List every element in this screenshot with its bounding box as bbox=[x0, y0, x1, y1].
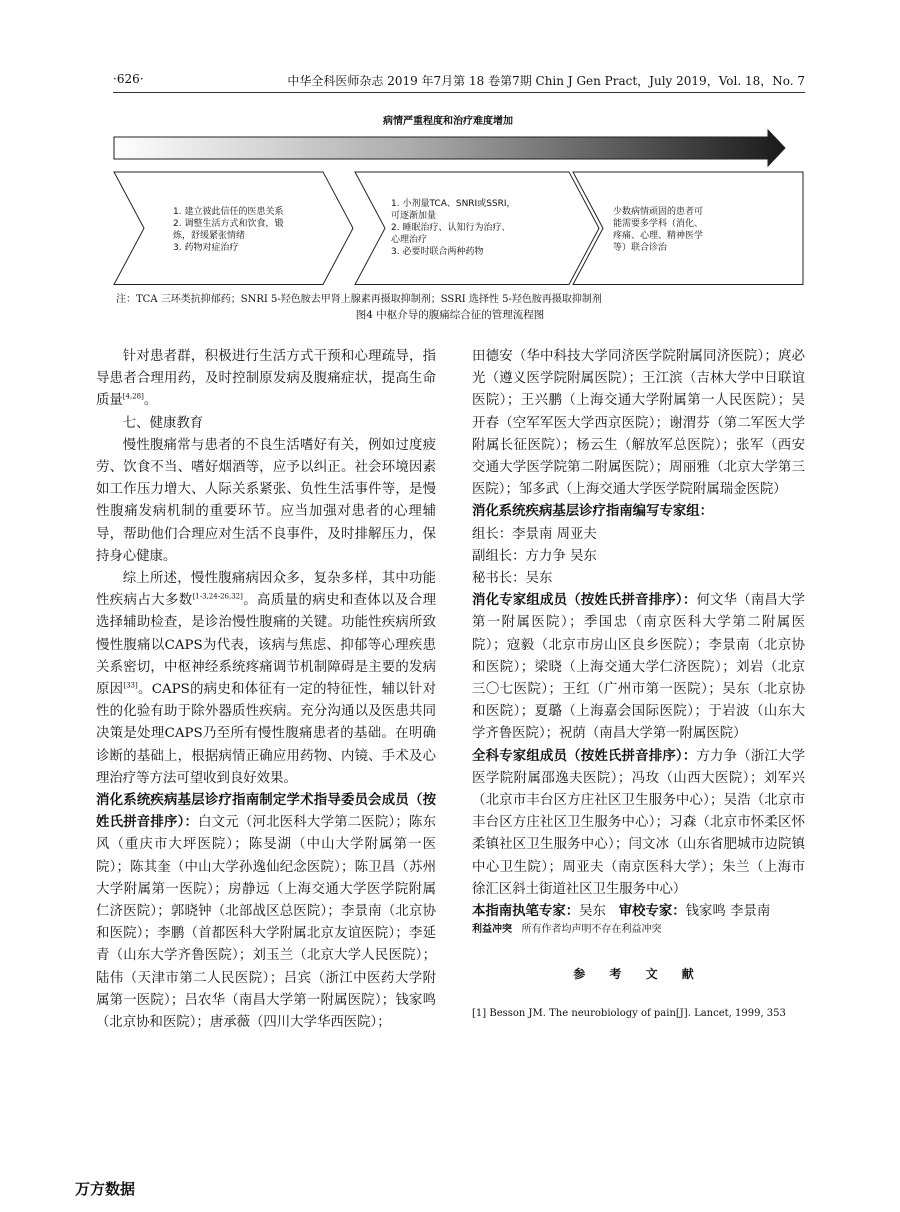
references-heading: 参 考 文 献 bbox=[573, 967, 704, 982]
progress-arrow bbox=[114, 130, 785, 166]
step2-text: 1. 小剂量TCA、SNRI或SSRI， 可逐渐加量 2. 睡眠治疗、认知行为治疗、 心理治疗 3. 必要时联合两种药物 bbox=[391, 199, 516, 257]
watermark-footer: 万方数据 bbox=[75, 1180, 136, 1198]
right-column bbox=[472, 346, 805, 1021]
arrow-label: 病情严重程度和治疗难度增加 bbox=[383, 116, 513, 127]
authors-line: 本指南执笔专家：吴东 审校专家：钱家鸣 李景南 bbox=[472, 904, 771, 920]
journal-header: 中华全科医师杂志 2019 年7月第 18 卷第7期 Chin J Gen Pract，July 2019，Vol. 18，No. 7 bbox=[287, 74, 805, 88]
left-column bbox=[96, 346, 436, 1034]
figure-note: 注：TCA 三环类抗抑郁药；SNRI 5-羟色胺去甲肾上腺素再摄取抑制剂；SSRI 选择性 5-羟色胺再摄取抑制剂 bbox=[116, 294, 602, 305]
committee-list-cont: 田德安（华中科技大学同济医学院附属同济医院）；庹必光（遵义医学院附属医院）；王江滨（吉林大学中日联谊医院）；王兴鹏（上海交通大学附属第一人民医院）；吴开春（空军军医大学西京医院）；谢渭芬（第二军医大学附属长征医院）；杨云生（解放军总医院）；张军（西安交通大学医学院第二附属医院）；周丽雅（北京大学第三医院）；邹多武（上海交通大学医学院附属瑞金医院） bbox=[472, 349, 805, 498]
header-rule bbox=[113, 92, 805, 93]
flowchart-figure bbox=[113, 110, 805, 290]
committee-list: 消化系统疾病基层诊疗指南制定学术指导委员会成员（按姓氏拼音排序）：白文元（河北医科大学第二医院）；陈东风（重庆市大坪医院）；陈旻湖（中山大学附属第一医院）；陈其奎（中山大学孙逸仙纪念医院）；陈卫昌（苏州大学附属第一医院）；房静远（上海交通大学医学院附属仁济医院）；郭晓钟（北部战区总医院）；李景南（北京协和医院）；李鹏（首都医科大学附属北京友谊医院）；李延青（山东大学齐鲁医院）；刘玉兰（北京大学人民医院）；陆伟（天津市第二人民医院）；吕宾（浙江中医药大学附属第一医院）；吕农华（南昌大学第一附属医院）；钱家鸣（北京协和医院）；唐承薇（四川大学华西医院）； bbox=[96, 793, 436, 1031]
reference-1: [1] Besson JM. The neurobiology of pain[J]. Lancet, 1999, 353 bbox=[472, 1008, 786, 1020]
step3-text: 少数病情顽固的患者可 能需要多学科（消化、 疼痛、心理、精神医学 等）联合诊治 bbox=[613, 207, 704, 253]
paragraph-summary: 综上所述，慢性腹痛病因众多，复杂多样，其中功能性疾病占大多数[1-3,24-26,32]。高质量的病史和查体以及合理选择辅助检查，是诊治慢性腹痛的关键。功能性疾病所致慢性腹痛以CAPS为代表，该病与焦虑、抑郁等心理疾患关系密切，中枢神经系统疼痛调节机制障碍是主要的发病原因[33]。CAPS的病史和体征有一定的特征性，辅以针对性的化验有助于除外器质性疾病。充分沟通以及医患共同决策是处理CAPS乃至所有慢性腹痛患者的基础。在明确诊断的基础上，根据病情正确应用药物、内镜、手术及心理治疗等方法可望收到良好效果。 bbox=[96, 571, 437, 786]
writing-group-heading: 消化系统疾病基层诊疗指南编写专家组： bbox=[472, 504, 714, 520]
group-leader: 组长：李景南 周亚夫 bbox=[472, 526, 597, 542]
general-practice-experts: 全科专家组成员（按姓氏拼音排序）：方力争（浙江大学医学院附属邵逸夫医院）；冯玫（山西大医院）；刘军兴（北京市丰台区方庄社区卫生服务中心）；吴浩（北京市丰台区方庄社区卫生服务中心）；习森（北京市怀柔区怀柔镇社区卫生服务中心）；闫文冰（山东省肥城市边院镇中心卫生院）；周亚夫（南京医科大学）；朱兰（上海市徐汇区斜土街道社区卫生服务中心） bbox=[472, 748, 805, 897]
page-number: ·626· bbox=[113, 72, 144, 86]
conflict-of-interest: 利益冲突 所有作者均声明不存在利益冲突 bbox=[472, 924, 662, 936]
group-secretary: 秘书长：吴东 bbox=[472, 571, 553, 587]
figure-caption: 图4 中枢介导的腹痛综合征的管理流程图 bbox=[355, 309, 545, 321]
paragraph-intervention: 针对患者群，积极进行生活方式干预和心理疏导，指导患者合理用药，及时控制原发病及腹痛症状，提高生命质量[4,28]。 bbox=[96, 349, 436, 409]
step1-text: 1. 建立彼此信任的医患关系 2. 调整生活方式和饮食，锻 炼，舒缓紧张情绪 3. 药物对症治疗 bbox=[173, 207, 284, 253]
section-heading-7: 七、健康教育 bbox=[122, 415, 204, 431]
group-vice-leader: 副组长：方力争 吴东 bbox=[472, 548, 597, 564]
digestive-experts: 消化专家组成员（按姓氏拼音排序）：何文华（南昌大学第一附属医院）；季国忠（南京医科大学第二附属医院）；寇毅（北京市房山区良乡医院）；李景南（北京协和医院）；梁晓（上海交通大学仁济医院）；刘岩（北京三〇七医院）；王红（广州市第一医院）；吴东（北京协和医院）；夏璐（上海嘉会国际医院）；于岩波（山东大学齐鲁医院）；祝荫（南昌大学第一附属医院） bbox=[472, 593, 805, 742]
paragraph-health-education: 慢性腹痛常与患者的不良生活嗜好有关，例如过度疲劳、饮食不当、嗜好烟酒等，应予以纠正。社会环境因素如工作压力增大、人际关系紧张、负性生活事件等，是慢性腹痛发病机制的重要环节。应当加强对患者的心理辅导，帮助他们合理应对生活不良事件，及时排解压力，保持身心健康。 bbox=[96, 437, 436, 564]
